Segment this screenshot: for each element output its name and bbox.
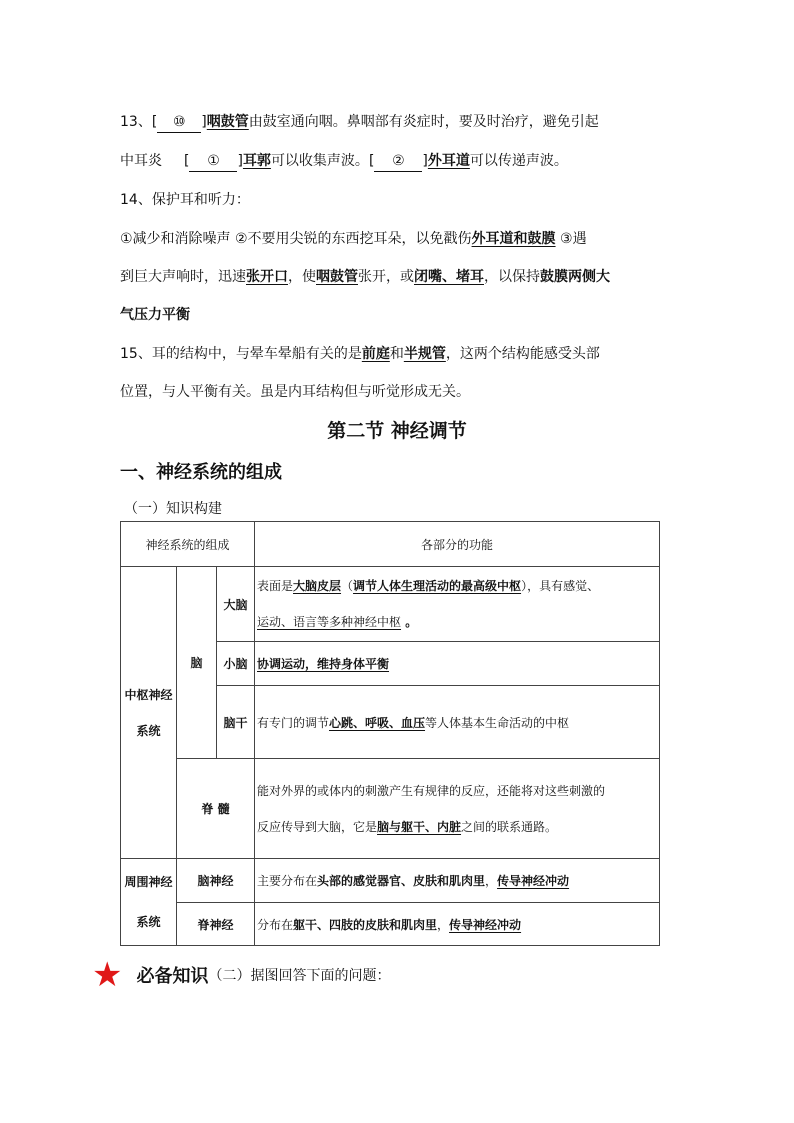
answer-term: 脑与躯干、内脏 (377, 819, 462, 834)
answer-term: 协调运动，维持身体平衡 (257, 657, 390, 671)
p14-title: 14、保护耳和听力： (120, 192, 250, 208)
cell-text: 中枢神经 (124, 687, 173, 702)
p15-line2: 位置，与人平衡有关。虽是内耳结构但与听觉形成无关。 (120, 384, 470, 400)
item-number: 13、 (120, 114, 152, 130)
central-nervous-system-cell (121, 567, 177, 859)
table-row (121, 903, 660, 946)
blank-label-1: ① (189, 151, 237, 172)
cell-text: 。 (401, 615, 418, 629)
spinal-cord-cell: 脊 髓 (177, 759, 255, 859)
p15-line1 (120, 344, 600, 364)
text: 到巨大声响时，迅速 (120, 269, 246, 285)
star-icon: ★ (92, 955, 123, 995)
answer-term: 躯干、四肢的皮肤和肌肉里 (293, 917, 438, 932)
cranial-nerve-cell: 脑神经 (177, 859, 255, 903)
spinal-nerve-desc (255, 903, 660, 946)
answer-term: 传导神经冲动 (497, 874, 570, 888)
bracket: ] (237, 153, 243, 169)
cell-text: 能对外界的或体内的刺激产生有规律的反应，还能将对这些刺激的 (257, 783, 606, 798)
footer (92, 955, 390, 995)
text: ③遇 (555, 231, 587, 247)
peripheral-nervous-system-cell (121, 859, 177, 946)
cell-text: 周围神经 (124, 875, 173, 889)
answer-term: 鼓膜两侧大 (540, 269, 610, 285)
brainstem-cell: 脑干 (217, 686, 255, 759)
text: 可以传递声波。 (469, 153, 568, 169)
spinal-cord-desc (255, 759, 660, 859)
cell-text: （ (341, 579, 354, 593)
cell-text: 等人体基本生命活动的中枢 (425, 715, 570, 730)
p14-line2 (120, 267, 610, 287)
cell-text: 分布在 (257, 917, 294, 932)
answer-term: 大脑皮层 (293, 579, 342, 593)
bracket: [ (184, 153, 190, 169)
answer-term: 咽鼓管 (316, 269, 358, 285)
table-row (121, 859, 660, 903)
cerebellum-desc (255, 642, 660, 686)
p13-line1 (120, 112, 599, 133)
cell-text: 反应传导到大脑，它是 (257, 819, 378, 834)
answer-term: 运动、语言等多种神经中枢 (257, 615, 402, 629)
text: ，使 (288, 269, 316, 285)
text: ，这两个结构能感受头部 (445, 346, 600, 362)
header-composition: 神经系统的组成 (121, 522, 255, 567)
cell-text: ），具有感觉、 (521, 579, 600, 593)
answer-term: 外耳道和鼓膜 (471, 231, 556, 247)
blank-label-10: ⑩ (157, 112, 201, 133)
answer-term: 外耳道 (427, 153, 470, 169)
blank-label-2: ② (374, 151, 422, 172)
p13-line2 (120, 151, 568, 172)
table-row (121, 567, 660, 642)
text: ①减少和消除噪声 ②不要用尖锐的东西挖耳朵，以免戳伤 (120, 231, 472, 247)
text: 可以收集声波。 (270, 153, 369, 169)
text: 15、耳的结构中，与晕车晕船有关的是 (120, 346, 362, 362)
cell-text: 系统 (136, 915, 161, 929)
answer-term: 闭嘴、堵耳 (414, 269, 484, 285)
answer-term: 半规管 (403, 346, 446, 362)
cell-text: 有专门的调节 (257, 715, 330, 730)
text: 张开，或 (358, 269, 414, 285)
cell-text: 之间的联系通路。 (461, 819, 558, 834)
spinal-nerve-cell: 脊神经 (177, 903, 255, 946)
p14-line1 (120, 229, 587, 249)
bracket: [ (151, 114, 158, 130)
answer-term: 张开口 (246, 269, 288, 285)
cerebrum-cell: 大脑 (217, 567, 255, 642)
text: 和 (389, 346, 404, 362)
cell-text: 主要分布在 (257, 874, 318, 888)
cerebellum-cell: 小脑 (217, 642, 255, 686)
text: 由鼓室通向咽。鼻咽部有炎症时，要及时治疗，避免引起 (248, 114, 599, 130)
table-row (121, 759, 660, 859)
text: 中耳炎 (120, 153, 162, 169)
answer-term: 头部的感觉器官、皮肤和肌肉里 (317, 874, 486, 888)
answer-term: 咽鼓管 (206, 114, 249, 130)
footer-title: 必备知识 (136, 966, 209, 987)
cell-text: ， (485, 874, 498, 888)
section-title: 第二节 神经调节 (327, 420, 467, 442)
text: ，以保持 (484, 269, 540, 285)
answer-term: 传导神经冲动 (449, 917, 522, 932)
answer-term: 耳郭 (242, 153, 271, 169)
answer-term: 心跳、呼吸、血压 (329, 715, 426, 730)
bracket: [ (368, 153, 375, 169)
footer-text: （二）据图回答下面的问题： (208, 968, 391, 984)
table-header-row (121, 522, 660, 567)
p14-line3: 气压力平衡 (120, 307, 190, 323)
subheading: （一）知识构建 (124, 501, 222, 517)
brainstem-desc (255, 686, 660, 759)
cell-text: ， (437, 917, 450, 932)
cell-text: 表面是 (257, 579, 294, 593)
heading: 一、神经系统的组成 (120, 462, 282, 483)
answer-term: 前庭 (361, 346, 390, 362)
cerebrum-desc (255, 567, 660, 642)
header-function: 各部分的功能 (255, 522, 660, 567)
brain-cell: 脑 (177, 567, 217, 759)
cell-text: 系统 (136, 723, 161, 738)
nervous-system-table (120, 521, 660, 946)
cranial-nerve-desc (255, 859, 660, 903)
bracket: ] (201, 114, 207, 130)
bracket: ] (422, 153, 428, 169)
answer-term: 调节人体生理活动的最高级中枢 (353, 579, 522, 593)
